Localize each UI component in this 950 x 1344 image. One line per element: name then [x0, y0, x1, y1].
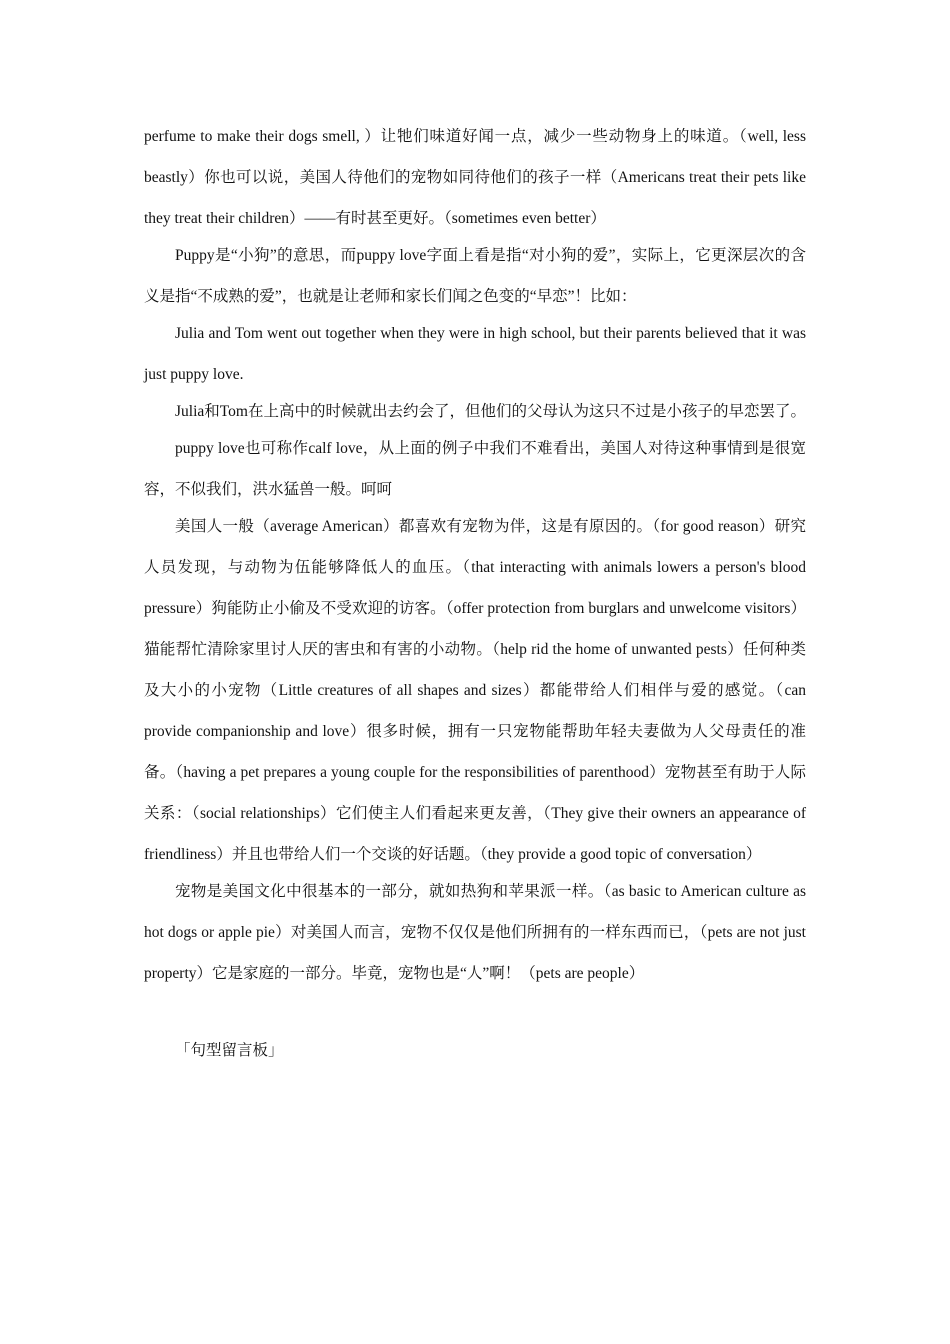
paragraph-example-english: Julia and Tom went out together when they were in high school, but their parents believed that it was just puppy love.: [144, 325, 806, 383]
paragraph-calf-love: puppy love也可称作calf love，从上面的例子中我们不难看出，美国人对待这种事情到是很宽容，不似我们，洪水猛兽一般。呵呵: [144, 440, 806, 498]
section-title: 「句型留言板」: [175, 1042, 284, 1059]
paragraph-pets-culture: 宠物是美国文化中很基本的一部分，就如热狗和苹果派一样。（as basic to American culture as hot dogs or apple pie）对美国人而言，宠物不仅仅是他们所拥有的一样东西而已，（pets are not just property）它是家庭的一部分。毕竟，宠物也是“人”啊！（pets are people）: [144, 883, 806, 982]
document-page: [144, 116, 806, 1071]
paragraph-puppy-love-meaning: Puppy是“小狗”的意思，而puppy love字面上看是指“对小狗的爱”，实际上，它更深层次的含义是指“不成熟的爱”，也就是让老师和家长们闻之色变的“早恋”！比如：: [144, 247, 806, 305]
paragraph-pets-treatment: perfume to make their dogs smell, ）让牠们味道好闻一点，减少一些动物身上的味道。（well, less beastly）你也可以说，美国人待他们的宠物如同待他们的孩子一样（Americans treat their pets like they treat their children）——有时甚至更好。（sometimes even better）: [144, 128, 806, 227]
paragraph-pet-benefits: 美国人一般（average American）都喜欢有宠物为伴，这是有原因的。（for good reason）研究人员发现，与动物为伍能够降低人的血压。（that interacting with animals lowers a person's blood pressure）狗能防止小偷及不受欢迎的访客。（offer protection from burglars and unwelcome visitors）猫能帮忙清除家里讨人厌的害虫和有害的小动物。（help rid the home of unwanted pests）任何种类及大小的小宠物（Little creatures of all shapes and sizes）都能带给人们相伴与爱的感觉。（can provide companionship and love）很多时候，拥有一只宠物能帮助年轻夫妻做为人父母责任的准备。（having a pet prepares a young couple for the responsibilities of parenthood）宠物甚至有助于人际关系：（social relationships）它们使主人们看起来更友善，（They give their owners an appearance of friendliness）并且也带给人们一个交谈的好话题。（they provide a good topic of conversation）: [144, 518, 806, 863]
paragraph-example-chinese: Julia和Tom在上高中的时候就出去约会了，但他们的父母认为这只不过是小孩子的早恋罢了。: [175, 403, 806, 420]
